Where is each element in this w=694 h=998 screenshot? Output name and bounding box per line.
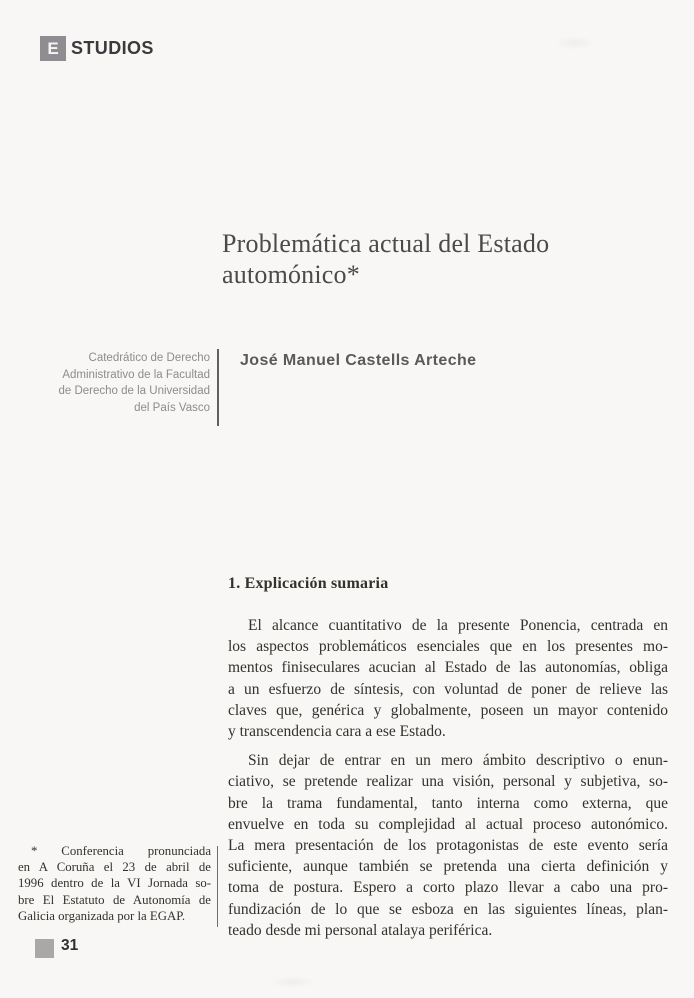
article-body <box>228 615 668 949</box>
body-text-line: y transcendencia cara a ese Estado. <box>228 723 446 741</box>
scan-smudge <box>555 36 595 50</box>
byline-divider <box>217 349 219 426</box>
body-text-line: teado desde mi personal atalaya periférica. <box>228 921 493 939</box>
body-text-line: mentos finiseculares acucian al Estado de las autonomías, obliga <box>228 659 668 677</box>
footnote-line: * Conferencia pronunciada <box>31 844 211 858</box>
affiliation-line: Administrativo de la Facultad <box>62 368 210 381</box>
estudios-initial-box: E <box>40 36 66 61</box>
body-text-line: suficiente, aunque también se pretenda una cierta definición y <box>228 858 668 876</box>
affiliation-line: de Derecho de la Universidad <box>58 385 210 397</box>
body-text-line: claves que, genérica y globalmente, poseen un mayor contenido <box>228 701 668 719</box>
footnote <box>18 843 211 924</box>
footnote-line: bre El Estatuto de Autonomía de <box>18 892 211 907</box>
body-text-line: envuelve en toda su complejidad al actual proceso autonómico. <box>228 815 668 833</box>
body-text-line: La mera presentación de los protagonistas de este evento sería <box>228 837 668 855</box>
body-text-line: bre la trama fundamental, tanto interna como externa, que <box>228 794 668 812</box>
scan-smudge <box>270 976 316 988</box>
body-text-line: toma de postura. Espero a corto plazo llevar a cabo una pro- <box>228 879 668 897</box>
footnote-line: en A Coruña el 23 de abril de <box>18 860 211 875</box>
body-text-line: los aspectos problemáticos esenciales que en los presentes mo- <box>228 638 668 656</box>
affiliation-line: Catedrático de Derecho <box>88 352 210 364</box>
estudios-label: STUDIOS <box>71 38 154 58</box>
footnote-line: Galicia organizada por la EGAP. <box>18 908 186 923</box>
author-name: José Manuel Castells Arteche <box>240 352 477 369</box>
body-paragraph <box>228 750 668 941</box>
section-heading: 1. Explicación sumaria <box>228 575 389 592</box>
body-paragraph <box>228 615 668 742</box>
footnote-divider <box>217 846 218 927</box>
section-masthead <box>40 36 154 61</box>
footnote-line: 1996 dentro de la VI Jornada so- <box>18 876 211 891</box>
body-text-line: El alcance cuantitativo de la presente Ponencia, centrada en <box>248 617 668 634</box>
article-title-line: Problemática actual del Estado <box>222 229 550 258</box>
body-text-line: fundización de lo que se esboza en las siguientes líneas, plan- <box>228 900 668 918</box>
article-title <box>222 228 549 290</box>
author-affiliation <box>18 350 210 416</box>
page-number-marker <box>35 939 54 958</box>
article-title-line: automónico* <box>222 260 360 289</box>
body-text-line: a un esfuerzo de síntesis, con voluntad de poner de relieve las <box>228 680 668 698</box>
body-text-line: ciativo, se pretende realizar una visión, personal y subjetiva, so- <box>228 773 668 791</box>
page-number: 31 <box>61 937 79 954</box>
affiliation-line: del País Vasco <box>134 401 210 414</box>
body-text-line: Sin dejar de entrar en un mero ámbito descriptivo o enun- <box>248 752 668 770</box>
